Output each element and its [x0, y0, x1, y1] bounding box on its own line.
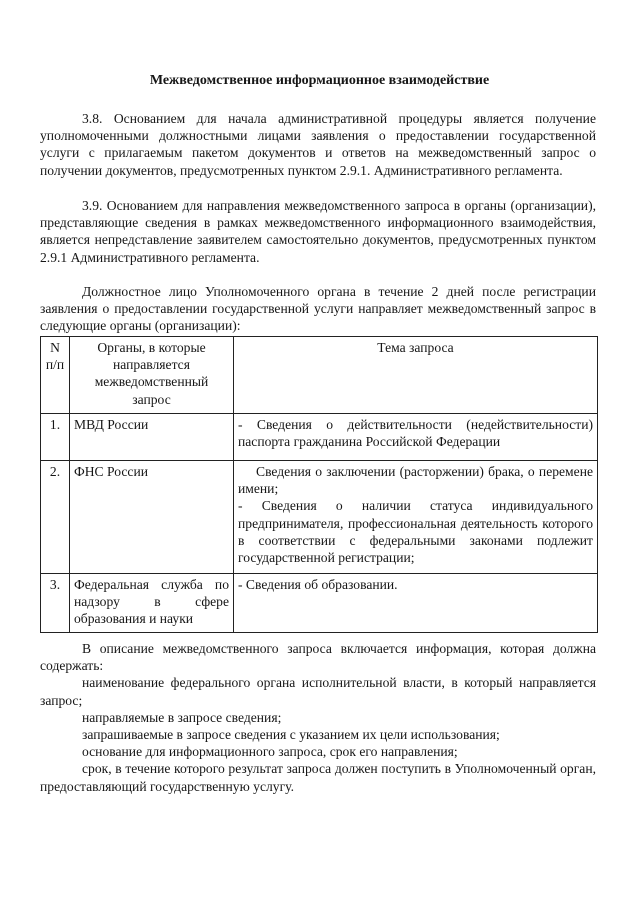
row-topic: - Сведения об образовании. — [234, 574, 598, 633]
table-row — [41, 574, 598, 633]
paragraph-3-8: 3.8. Основанием для начала административной процедуры является получение уполномоченными должностными лицами заявления о предоставлении государственной услуги с прилагаемым пакетом документов и ответов на межведомственный запрос о получении документов, предусмотренных пунктом 2.9.1. Административного регламента. — [40, 111, 596, 178]
table-row — [41, 461, 598, 574]
request-table — [40, 336, 598, 633]
row-organization: ФНС России — [70, 461, 234, 574]
request-contents-section — [40, 640, 596, 795]
paragraph-3-9: 3.9. Основанием для направления межведомственного запроса в органы (организации), представляющие сведения в рамках межведомственного информационного взаимодействия, является непредставление заявителем самостоятельно документов, предусмотренных пунктом 2.9.1 Административного регламента. — [40, 198, 596, 265]
list-item: запрашиваемые в запросе сведения с указанием их цели использования; — [82, 727, 500, 743]
row-number: 1. — [41, 414, 70, 461]
row-topic-line-2: - Сведения о наличии статуса индивидуального предпринимателя, профессиональная деятельность которого в соответствии с федеральными законами подлежит государственной регистрации; — [238, 498, 593, 566]
row-number: 2. — [41, 461, 70, 574]
list-item: направляемые в запросе сведения; — [82, 709, 282, 725]
header-number: N п/п — [41, 337, 70, 414]
row-topic: - Сведения о действительности (недействительности) паспорта гражданина Российской Федерации — [234, 414, 598, 461]
row-organization: МВД России — [70, 414, 234, 461]
list-item: наименование федерального органа исполнительной власти, в который направляется запрос; — [40, 675, 596, 708]
row-topic-line-1: Сведения о заключении (расторжении) брака, о перемене имени; — [238, 464, 593, 497]
table-row — [41, 414, 598, 461]
list-item: основание для информационного запроса, срок его направления; — [82, 744, 458, 760]
header-topic: Тема запроса — [234, 337, 598, 414]
row-number: 3. — [41, 574, 70, 633]
section-heading: Межведомственное информационное взаимодействие — [149, 73, 490, 88]
paragraph-official-request: Должностное лицо Уполномоченного органа в течение 2 дней после регистрации заявления о предоставлении государственной услуги направляет межведомственный запрос в следующие органы (организации): — [40, 284, 596, 334]
row-organization: Федеральная служба по надзору в сфере образования и науки — [70, 574, 234, 633]
table-header-row — [41, 337, 598, 414]
list-item: срок, в течение которого результат запроса должен поступить в Уполномоченный орган, предоставляющий государственную услугу. — [40, 761, 596, 794]
request-contents-intro: В описание межведомственного запроса включается информация, которая должна содержать: — [40, 641, 596, 674]
header-organizations: Органы, в которые направляется межведомственный запрос — [70, 337, 234, 414]
row-topic — [234, 461, 598, 574]
